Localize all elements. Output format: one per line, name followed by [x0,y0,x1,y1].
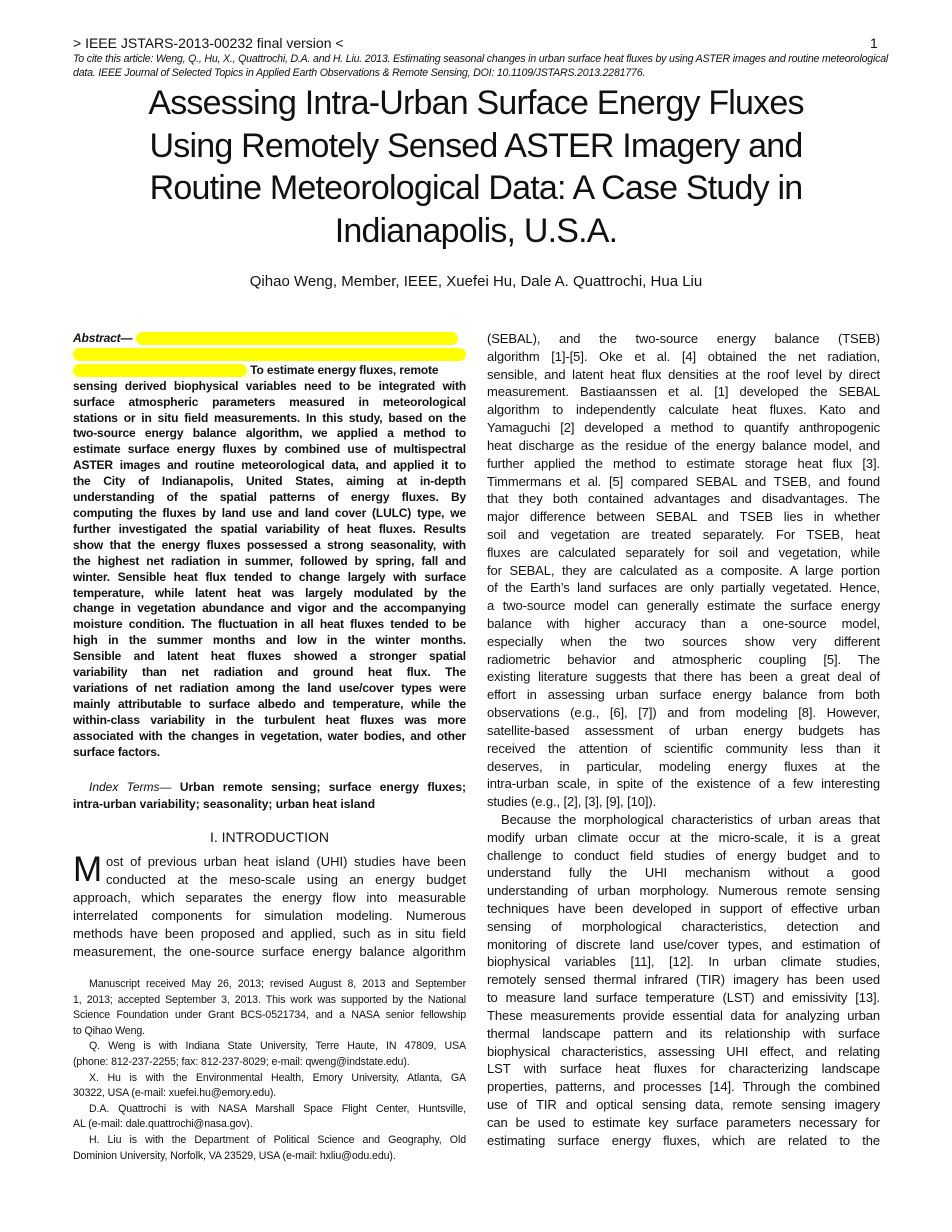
text-line: within-class variability in the turbulent heat fluxes was more [73,712,466,727]
highlight-redaction [73,364,247,377]
text-line: LST with surface heat fluxes for characterizing landscape [487,1061,880,1077]
text-line: radiometric behavior and atmospheric coupling [5]. The [487,651,880,667]
author-list: Qihao Weng, Member, IEEE, Xuefei Hu, Dale A. Quattrochi, Hua Liu [249,273,703,290]
text-line: surface factors. [73,744,160,759]
text-line: balance with higher accuracy than a one-source model, [487,616,880,631]
text-line: mainly attributable to surface albedo and temperature, while the [73,696,466,711]
text-line: soil and vegetation are treated separately. For TSEB, heat [487,526,880,542]
text-line: sensible, and latent heat flux densities at the roof level by direct [487,366,880,382]
text-line: surface atmospheric parameters measured in meteorological [73,394,466,409]
text-line: modify urban climate occur at the micro-scale, it is a great [487,829,880,845]
text-line: computing the fluxes by land use and land cover (LULC) type, we [73,505,466,520]
text-line: These measurements provide essential data for analyzing urban [487,1007,880,1023]
text-line: major difference between SEBAL and TSEB lies in whether [487,509,880,525]
text-line: associated with the changes in vegetation, water bodies, and other [73,728,466,743]
text-line: methods have been proposed and applied, such as in situ field [73,926,466,941]
text-line: change in vegetation abundance and vigor and the accompanying [73,601,466,616]
text-line: show that the energy fluxes possessed a strong seasonality, with [73,537,466,552]
index-terms-text: Urban remote sensing; surface energy fluxes; [179,780,467,794]
text-line: sensing derived biophysical variables need to be integrated with [73,378,466,393]
text-line: Because the morphological characteristics of urban areas that [501,811,880,827]
running-head: > IEEE JSTARS-2013-00232 final version < [73,35,344,51]
text-line: (SEBAL), and the two-source energy balance (TSEB) [487,331,880,346]
text-line: challenge to conduct field studies of energy budget and to [487,847,880,863]
text-line: stations or in situ field measurements. In this study, based on the [73,410,466,425]
paper-title [76,82,876,252]
text-line: the City of Indianapolis, United States, aiming at in-depth [73,474,466,489]
text-line: measurement, the one-source surface energy balance algorithm [73,944,466,959]
text-line: can be used to estimate key surface parameters necessary for [487,1114,880,1130]
highlight-redaction [73,348,466,361]
footnote [73,1133,466,1164]
footnotes [73,977,466,1164]
text-line: AL (e-mail: dale.quattrochi@nasa.gov). [73,1118,253,1131]
abstract-body [73,379,466,761]
footnote [73,1102,466,1133]
text-line: Q. Weng is with Indiana State University, Terre Haute, IN 47809, USA [89,1040,466,1053]
text-line: sensing of morphological characteristics, detection and [487,918,880,934]
title-line: Routine Meteorological Data: A Case Study in [149,169,803,207]
text-line: Science Foundation under Grant BCS-0521734, and a NASA senior fellowship [73,1009,466,1022]
text-line: high in the summer months and low in the winter months. [73,633,466,648]
text-line: heat discharge as the residue of the energy balance model, and [487,437,880,453]
text-line: for SEBAL, they are calculated as a composite. A large portion [487,562,880,578]
text-line: further applied the method to estimate storage heat flux [3]. [487,455,880,471]
text-line: properties, patterns, and processes [14]. Through the combined [487,1079,880,1095]
text-line: winter. Sensible heat flux tended to change largely with surface [73,569,466,584]
text-line: monitoring of discrete land use/cover types, and estimation of [487,936,880,952]
text-line: Sensible and latent heat fluxes showed a stronger spatial [73,649,466,664]
text-line: observations (e.g., [6], [7]) and from modeling [8]. However, [487,705,880,721]
text-line: use of TIR and optical sensing data, remote sensing imagery [487,1096,880,1112]
footnote [73,1039,466,1070]
text-line: received the attention of scientific community less than it [487,740,880,756]
footnote [73,1071,466,1102]
text-line: of the Earth’s land surfaces are only partially vegetated. Hence, [487,580,880,596]
text-line: thermal landscape pattern and its relationship with surface [487,1025,880,1041]
text-line: X. Hu is with the Environmental Health, Emory University, Atlanta, GA [89,1071,466,1084]
text-line: understanding of the spatial patterns of energy fluxes. By [73,490,466,505]
text-line: to measure land surface temperature (LST) and emissivity [13]. [487,990,880,1006]
abstract-label: Abstract— [73,331,133,345]
highlight-redaction [136,332,458,345]
text-line: interrelated components for simulation modeling. Numerous [73,908,466,923]
text-line: temperature, while latent heat was largely modulated by the [73,585,466,600]
text-line: existing literature suggests that there has been a great deal of [487,669,880,685]
section-heading: I. INTRODUCTION [210,829,329,845]
text-line: variability than net radiation and ground heat flux. The [73,665,466,680]
text-line: ASTER images and routine meteorological data, and applied it to [73,458,466,473]
text-line: Dominion University, Norfolk, VA 23529, USA (e-mail: hxliu@odu.edu). [73,1149,396,1162]
text-line: deserves, in particular, modeling energy fluxes at the [487,758,880,774]
footnote [73,977,466,1039]
text-line: studies (e.g., [2], [3], [9], [10]). [487,794,657,810]
text-line: Timmermans et al. [5] compared SEBAL and TSEB, and found [487,473,880,489]
index-terms [73,779,466,812]
text-line: intra-urban scale, in spite of the existence of a few interesting [487,776,880,792]
text-line: conducted at the meso-scale using an energy budget [106,872,466,887]
text-line: algorithm to independently calculate heat fluxes. Kato and [487,402,880,418]
text-line: algorithm [1]-[5]. Oke et al. [4] obtained the net radiation, [487,348,880,364]
text-line: 30322, USA (e-mail: xuefei.hu@emory.edu). [73,1087,277,1100]
page-number: 1 [870,35,878,51]
index-terms-label: Index Terms— [89,780,172,794]
abstract [73,331,466,760]
text-line: moisture condition. The fluctuation in all heat fluxes tended to be [73,617,466,632]
text-line: remotely sensed thermal infrared (TIR) imagery has been used [487,972,880,988]
text-line: 1, 2013; accepted September 3, 2013. This work was supported by the National [73,993,466,1006]
title-line: Assessing Intra-Urban Surface Energy Fluxes [148,84,804,122]
text-line: D.A. Quattrochi is with NASA Marshall Space Flight Center, Huntsville, [89,1102,466,1115]
text-line: understand fully the UHI mechanism without a good [487,865,880,881]
text-line: estimate surface energy fluxes by combined use of multispectral [73,442,466,457]
text-line: variations of net radiation among the land use/cover types were [73,680,466,695]
text-line: fluxes are calculated separately for soil and vegetation, while [487,544,880,560]
text-line: measurement. Bastiaanssen et al. [1] developed the SEBAL [487,384,880,400]
abstract-text: To estimate energy fluxes, remote [250,362,439,377]
text-line: biophysical characteristics, assessing UHI effect, and relating [487,1043,880,1059]
index-terms-text: intra-urban variability; seasonality; urban heat island [73,796,376,811]
text-line: techniques have been developed in support of effective urban [487,901,880,916]
right-column-text [487,330,880,1149]
text-line: to Qihao Weng. [73,1024,146,1037]
text-line: understanding of urban morphology. Numerous remote sensing [487,883,880,899]
text-line: effort in assessing urban surface energy balance from both [487,687,880,703]
text-line: that they both contained advantages and disadvantages. The [487,491,880,507]
title-line: Indianapolis, U.S.A. [334,211,618,250]
text-line: biophysical variables [11], [12]. In urban climate studies, [487,954,880,970]
text-line: two-source energy balance algorithm, we applied a method to [73,426,466,441]
text-line: approach, which separates the energy flow into measurable [73,890,466,905]
text-line: ost of previous urban heat island (UHI) studies have been [106,854,466,869]
text-line: satellite-based assessment of urban energy budgets has [487,722,880,738]
text-line: especially when the two sources show very different [487,633,880,649]
text-line: H. Liu is with the Department of Political Science and Geography, Old [89,1133,466,1146]
text-line: estimating surface energy fluxes, which are related to the [487,1132,880,1148]
text-line: a two-source model can generally estimate the surface energy [487,598,880,614]
paragraph [487,330,880,811]
text-line: Yamaguchi [2] developed a method to quantify anthropogenic [487,420,880,436]
text-line: (phone: 812-237-2255; fax: 812-237-8029; e-mail: qweng@indstate.edu). [73,1055,410,1068]
text-line: the highest net radiation in summer, followed by spring, fall and [73,553,466,568]
title-line: Using Remotely Sensed ASTER Imagery and [149,126,803,165]
introduction-text [73,850,466,961]
text-line: further investigated the spatial variability of heat fluxes. Results [73,521,466,536]
paragraph [487,811,880,1149]
text-line: Manuscript received May 26, 2013; revised August 8, 2013 and September [89,978,466,990]
citation-note: To cite this article: Weng, Q., Hu, X., Quattrochi, D.A. and H. Liu. 2013. Estimating seasonal changes in urban surface heat fluxes by using ASTER images and routine meteorological data. IEEE Journal of Selected Topics in Applied Earth Observations & Remote Sensing, DOI: 10.1109/JSTARS.2013.2281776. [73,53,889,79]
drop-cap: M [73,850,103,889]
